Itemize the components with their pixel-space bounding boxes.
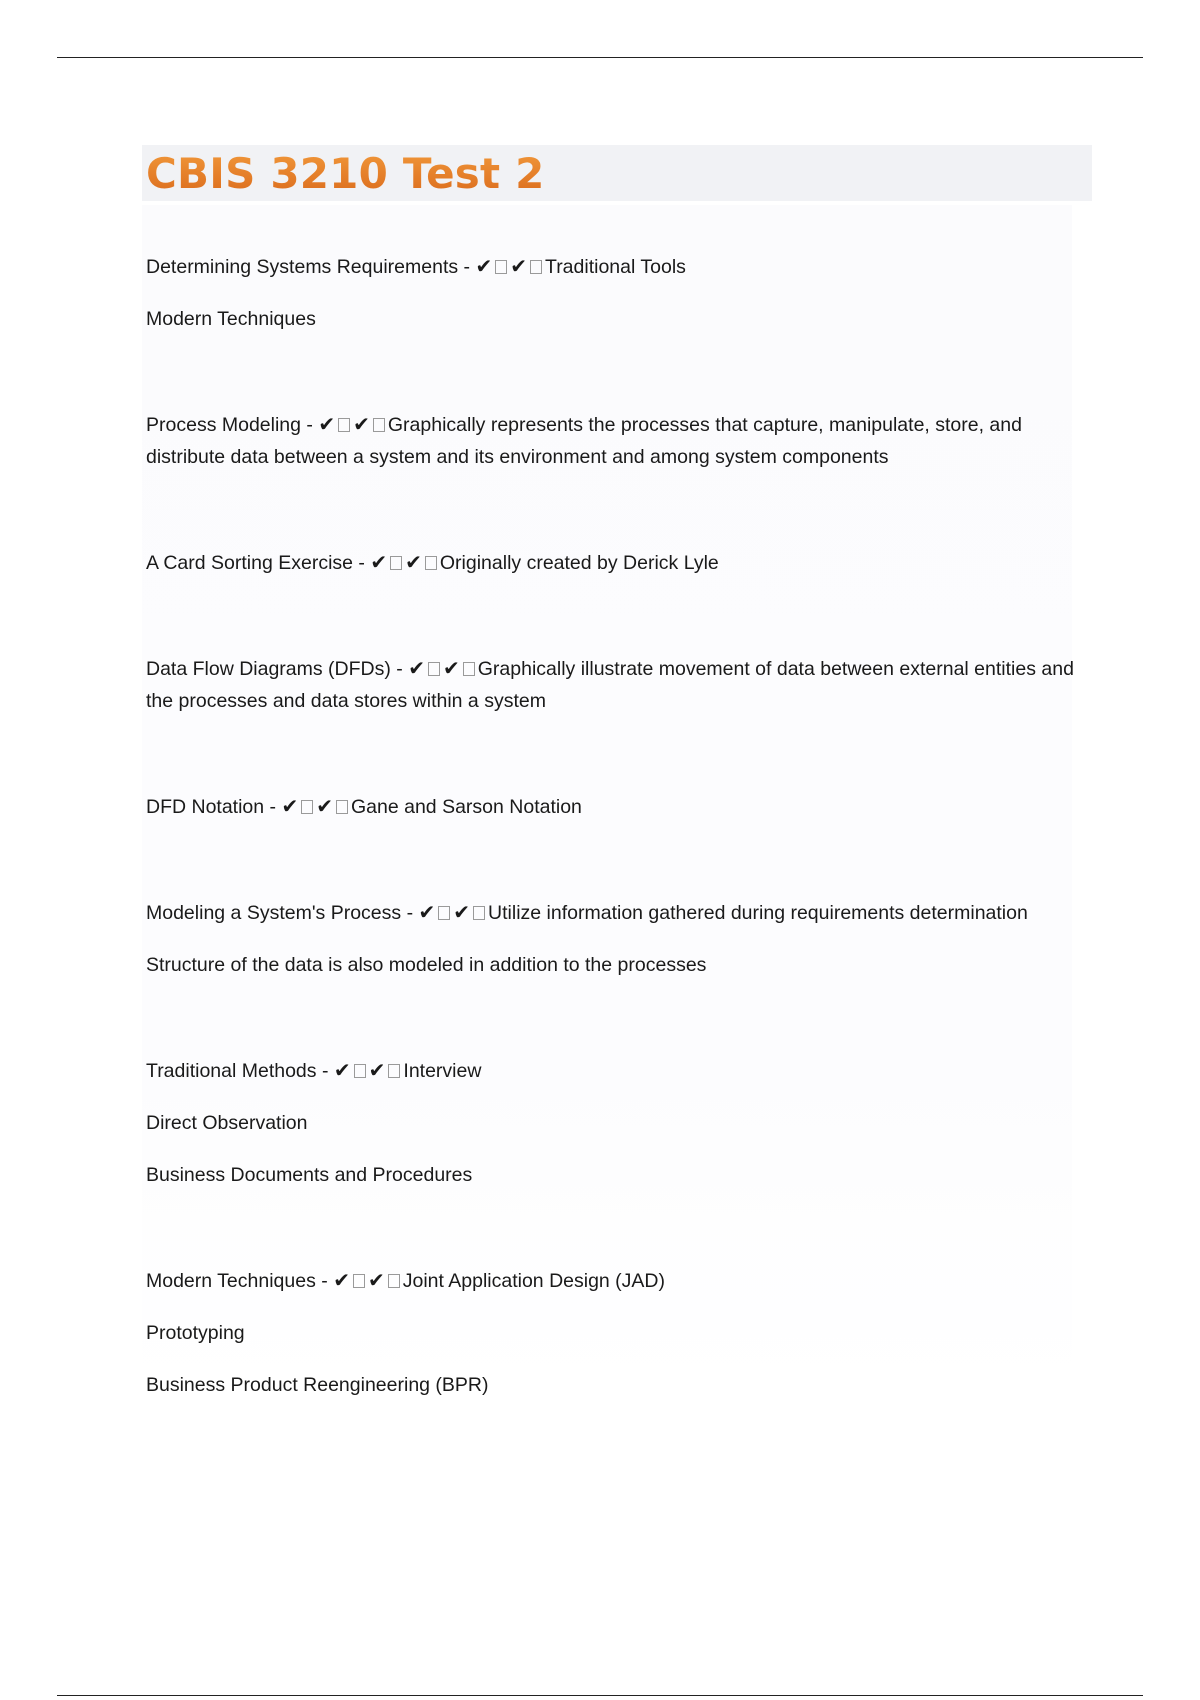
term-separator: -	[316, 1060, 334, 1082]
entry-definition: Graphically represents the processes that capture, manipulate, store, and distribute data between a system and its environment and among system components	[146, 414, 1022, 468]
checkmark-icon: ✔	[475, 254, 493, 278]
missing-glyph-box-icon	[473, 906, 485, 920]
missing-glyph-box-icon	[354, 1064, 366, 1078]
top-rule	[57, 57, 1143, 58]
entry-term: DFD Notation	[146, 796, 265, 818]
entry-term-line	[146, 546, 1086, 579]
checkmark-icon: ✔	[453, 900, 471, 924]
missing-glyph-box-icon	[301, 800, 313, 814]
entry-term-line	[146, 790, 1086, 823]
entry-extra-line: Business Documents and Procedures	[146, 1164, 473, 1186]
entry-term: Process Modeling	[146, 414, 301, 436]
entry-term-line	[146, 1054, 1086, 1087]
entry-term-line	[146, 896, 1086, 929]
flashcard-entry	[146, 408, 1086, 473]
entry-term: Modern Techniques	[146, 1270, 316, 1292]
entry-term-line	[146, 408, 1086, 473]
missing-glyph-box-icon	[353, 1274, 365, 1288]
checkmark-icon: ✔	[281, 794, 299, 818]
missing-glyph-box-icon	[336, 800, 348, 814]
missing-glyph-box-icon	[338, 418, 350, 432]
flashcard-entry	[146, 250, 1086, 335]
flashcard-entry	[146, 790, 1086, 823]
entry-term: Determining Systems Requirements	[146, 256, 459, 278]
missing-glyph-box-icon	[428, 662, 440, 676]
entry-definition: Interview	[403, 1060, 482, 1082]
entry-term-line	[146, 1264, 1086, 1297]
checkmark-icon: ✔	[370, 550, 388, 574]
entry-term: Modeling a System's Process	[146, 902, 402, 924]
entry-extra-line: Structure of the data is also modeled in addition to the processes	[146, 954, 707, 976]
bottom-rule	[57, 1695, 1143, 1696]
entry-term: A Card Sorting Exercise	[146, 552, 354, 574]
term-separator: -	[301, 414, 319, 436]
missing-glyph-box-icon	[425, 556, 437, 570]
missing-glyph-box-icon	[530, 260, 542, 274]
checkmark-icon: ✔	[408, 656, 425, 680]
term-separator: -	[401, 902, 419, 924]
term-separator: -	[264, 796, 282, 818]
entry-term-line	[146, 652, 1086, 717]
flashcard-entry	[146, 1264, 1086, 1401]
entry-extra-line: Direct Observation	[146, 1112, 308, 1134]
document-title: CBIS 3210 Test 2	[146, 149, 545, 198]
checkmark-icon: ✔	[442, 656, 460, 680]
flashcard-entry	[146, 546, 1086, 579]
entry-definition: Graphically illustrate movement of data between external entities and the processes and data stores within a system	[146, 658, 1074, 712]
entry-term: Data Flow Diagrams (DFDs)	[146, 658, 391, 680]
checkmark-icon: ✔	[510, 254, 527, 278]
checkmark-icon: ✔	[333, 1268, 350, 1292]
entry-definition: Joint Application Design (JAD)	[402, 1270, 666, 1292]
flashcard-list	[146, 250, 1086, 1474]
flashcard-entry	[146, 1054, 1086, 1191]
entry-definition: Utilize information gathered during requirements determination	[488, 902, 1028, 924]
entry-term: Traditional Methods	[146, 1060, 317, 1082]
missing-glyph-box-icon	[390, 556, 402, 570]
checkmark-icon: ✔	[405, 550, 422, 574]
missing-glyph-box-icon	[388, 1064, 400, 1078]
checkmark-icon: ✔	[318, 412, 336, 436]
missing-glyph-box-icon	[373, 418, 385, 432]
term-separator: -	[315, 1270, 334, 1292]
missing-glyph-box-icon	[388, 1274, 400, 1288]
missing-glyph-box-icon	[438, 906, 450, 920]
checkmark-icon: ✔	[353, 412, 370, 436]
checkmark-icon: ✔	[316, 794, 333, 818]
entry-definition: Traditional Tools	[545, 256, 686, 278]
missing-glyph-box-icon	[463, 662, 475, 676]
checkmark-icon: ✔	[418, 900, 436, 924]
entry-extra-line: Business Product Reengineering (BPR)	[146, 1374, 489, 1396]
missing-glyph-box-icon	[495, 260, 507, 274]
entry-extra-line: Prototyping	[146, 1322, 245, 1344]
flashcard-entry	[146, 652, 1086, 717]
entry-definition: Gane and Sarson Notation	[351, 796, 582, 818]
checkmark-icon: ✔	[367, 1268, 385, 1292]
checkmark-icon: ✔	[333, 1058, 351, 1082]
flashcard-entry	[146, 896, 1086, 981]
term-separator: -	[353, 552, 371, 574]
entry-definition: Originally created by Derick Lyle	[439, 552, 719, 574]
checkmark-icon: ✔	[368, 1058, 386, 1082]
term-separator: -	[458, 256, 476, 278]
entry-extra-line: Modern Techniques	[146, 308, 316, 330]
entry-term-line	[146, 250, 1086, 283]
term-separator: -	[390, 658, 409, 680]
